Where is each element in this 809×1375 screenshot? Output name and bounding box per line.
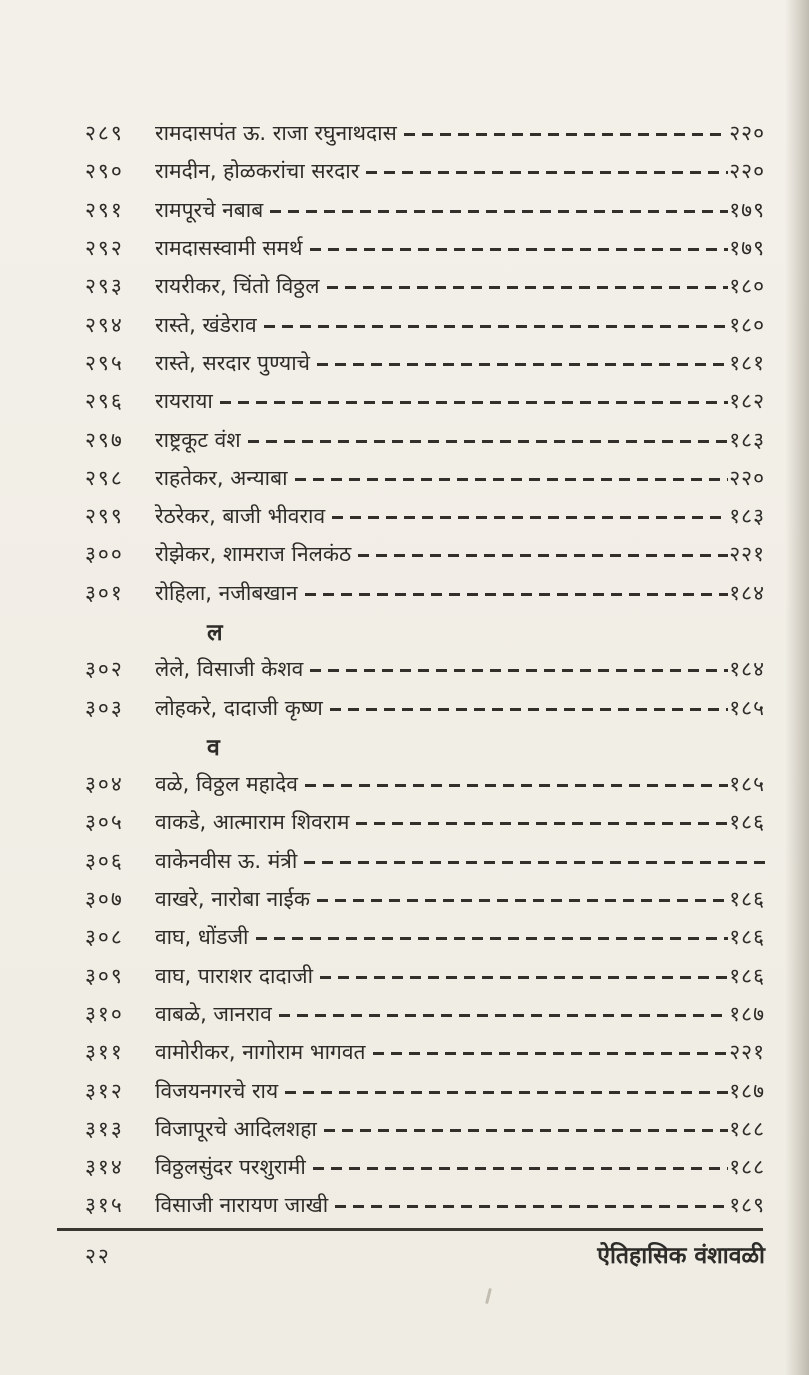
entry-name: विजापूरचे आदिलशहा: [155, 1116, 317, 1141]
entry-name: रायराया: [155, 389, 213, 414]
entry-page-ref: १८६: [729, 887, 765, 912]
entry-name: रेठरेकर, बाजी भीवराव: [155, 504, 326, 529]
entry-page-ref: १७९: [729, 236, 765, 261]
entry-name: लेले, विसाजी केशव: [155, 657, 304, 682]
entry-page-ref: १८६: [729, 925, 765, 950]
dash-leader: [264, 325, 729, 328]
entry-page-ref: १८७: [729, 1078, 765, 1103]
entry-page-ref: १८६: [729, 963, 765, 988]
dash-leader: [305, 593, 729, 596]
entry-name: वळे, विठ्ठल महादेव: [155, 772, 298, 797]
index-row: [85, 842, 765, 880]
index-row: [85, 497, 765, 535]
dash-leader: [279, 1014, 728, 1017]
dash-leader: [327, 286, 729, 289]
entry-serial-number: २९८: [85, 465, 124, 490]
dash-leader: [373, 1052, 729, 1055]
index-row: [85, 650, 765, 688]
dash-leader: [320, 976, 728, 979]
index-row: [85, 1033, 765, 1071]
entry-name: रास्ते, खंडेराव: [155, 312, 257, 337]
dash-leader: [317, 363, 728, 366]
entry-page-ref: १८५: [729, 772, 765, 797]
index-row: [85, 765, 765, 803]
entry-name: रोहिला, नजीबखान: [155, 580, 298, 605]
index-row: [85, 574, 765, 612]
footer-rule: [57, 1228, 763, 1231]
dash-leader: [330, 708, 728, 711]
entry-page-ref: १८४: [729, 580, 765, 605]
entry-serial-number: ३०२: [85, 657, 124, 682]
scan-edge-shadow: [785, 0, 809, 1375]
entry-serial-number: २९९: [85, 504, 124, 529]
entry-name: विजयनगरचे राय: [155, 1078, 279, 1103]
page-number: २२: [85, 1244, 111, 1268]
index-row: [85, 305, 765, 343]
entry-serial-number: ३१२: [85, 1078, 124, 1103]
entry-page-ref: १८५: [729, 695, 765, 720]
entry-name: वाकडे, आत्माराम शिवराम: [155, 810, 350, 835]
entry-name: रायरीकर, चिंतो विठ्ठल: [155, 274, 320, 299]
index-row: [85, 1110, 765, 1148]
entry-name: रामदासस्वामी समर्थ: [155, 236, 303, 261]
entry-page-ref: १८६: [729, 810, 765, 835]
entry-name: लोहकरे, दादाजी कृष्ण: [155, 695, 323, 720]
entry-name: रामपूरचे नबाब: [155, 197, 264, 222]
entry-serial-number: ३१४: [85, 1155, 124, 1180]
entry-page-ref: १८०: [729, 274, 765, 299]
entry-page-ref: २२१: [729, 1040, 765, 1065]
entry-page-ref: २२१: [729, 542, 765, 567]
index-row: [85, 191, 765, 229]
entry-serial-number: २९५: [85, 350, 124, 375]
entry-serial-number: २९४: [85, 312, 124, 337]
index-row: [85, 1148, 765, 1186]
entry-serial-number: ३१५: [85, 1193, 124, 1218]
index-list: [85, 114, 765, 1225]
dash-leader: [310, 248, 729, 251]
dash-leader: [335, 1205, 728, 1208]
index-row: [85, 420, 765, 458]
index-row: [85, 152, 765, 190]
index-row: [85, 803, 765, 841]
index-row: [85, 957, 765, 995]
index-row: [85, 229, 765, 267]
entry-page-ref: १८२: [729, 389, 765, 414]
entry-name: वाघ, धोंडजी: [155, 925, 249, 950]
entry-name: रामदीन, होळकरांचा सरदार: [155, 159, 360, 184]
entry-serial-number: २९२: [85, 236, 124, 261]
page-footer: [85, 1238, 765, 1270]
entry-serial-number: २९३: [85, 274, 124, 299]
entry-serial-number: ३०७: [85, 887, 124, 912]
entry-page-ref: १८३: [729, 427, 765, 452]
dash-leader: [313, 1167, 728, 1170]
section-letter: ल: [207, 620, 223, 646]
index-row: [85, 459, 765, 497]
index-row: [85, 114, 765, 152]
entry-serial-number: ३००: [85, 542, 124, 567]
entry-name: रास्ते, सरदार पुण्याचे: [155, 350, 311, 375]
index-row: [85, 344, 765, 382]
entry-serial-number: ३०६: [85, 848, 124, 873]
dash-leader: [285, 1091, 728, 1094]
entry-page-ref: १८७: [729, 1001, 765, 1026]
entry-page-ref: १८०: [729, 312, 765, 337]
entry-serial-number: ३१०: [85, 1001, 124, 1026]
dash-leader: [304, 861, 765, 864]
entry-serial-number: २९१: [85, 197, 124, 222]
dash-leader: [366, 171, 728, 174]
entry-page-ref: १८९: [729, 1193, 765, 1218]
dash-leader: [356, 822, 728, 825]
book-title: ऐतिहासिक वंशावळी: [597, 1243, 765, 1269]
entry-page-ref: १८१: [729, 350, 765, 375]
dash-leader: [295, 478, 729, 481]
entry-page-ref: २२०: [729, 465, 765, 490]
entry-serial-number: ३१३: [85, 1116, 124, 1141]
entry-name: वाबळे, जानराव: [155, 1001, 272, 1026]
index-row: [85, 1186, 765, 1224]
entry-name: वाखरे, नारोबा नाईक: [155, 887, 310, 912]
dash-leader: [310, 669, 728, 672]
entry-serial-number: २९६: [85, 389, 124, 414]
index-row: [85, 535, 765, 573]
dash-leader: [270, 210, 728, 213]
dash-leader: [324, 1129, 728, 1132]
entry-page-ref: १८८: [729, 1155, 765, 1180]
dash-leader: [220, 401, 728, 404]
entry-name: राष्ट्रकूट वंश: [155, 427, 241, 452]
entry-page-ref: २२०: [729, 121, 765, 146]
entry-name: रामदासपंत ऊ. राजा रघुनाथदास: [155, 121, 397, 146]
entry-serial-number: २९७: [85, 427, 124, 452]
entry-serial-number: ३०८: [85, 925, 124, 950]
entry-serial-number: ३११: [85, 1040, 124, 1065]
entry-name: विठ्ठलसुंदर परशुरामी: [155, 1155, 306, 1180]
entry-page-ref: १८३: [729, 504, 765, 529]
entry-serial-number: २८९: [85, 121, 124, 146]
entry-serial-number: २९०: [85, 159, 124, 184]
entry-page-ref: १८४: [729, 657, 765, 682]
entry-name: राहतेकर, अन्याबा: [155, 465, 288, 490]
index-row: [85, 918, 765, 956]
dash-leader: [256, 937, 729, 940]
stray-mark: [485, 1288, 492, 1304]
entry-name: वाघ, पाराशर दादाजी: [155, 963, 314, 988]
entry-page-ref: १७९: [729, 197, 765, 222]
dash-leader: [332, 516, 728, 519]
dash-leader: [317, 899, 728, 902]
index-row: [85, 1071, 765, 1109]
index-row: [85, 880, 765, 918]
dash-leader: [358, 554, 728, 557]
entry-page-ref: २२०: [729, 159, 765, 184]
index-row: [85, 995, 765, 1033]
dash-leader: [404, 133, 728, 136]
index-row: [85, 267, 765, 305]
section-letter: व: [207, 734, 220, 761]
entry-name: रोझेकर, शामराज निलकंठ: [155, 542, 352, 567]
dash-leader: [305, 784, 728, 787]
entry-serial-number: ३०१: [85, 580, 124, 605]
entry-serial-number: ३०९: [85, 963, 124, 988]
entry-name: वाकेनवीस ऊ. मंत्री: [155, 848, 298, 873]
index-row: [85, 382, 765, 420]
entry-serial-number: ३०४: [85, 772, 124, 797]
entry-name: वामोरीकर, नागोराम भागवत: [155, 1040, 366, 1065]
entry-serial-number: ३०५: [85, 810, 124, 835]
entry-page-ref: १८८: [729, 1116, 765, 1141]
index-row: [85, 688, 765, 726]
entry-serial-number: ३०३: [85, 695, 124, 720]
dash-leader: [248, 440, 729, 443]
entry-name: विसाजी नारायण जाखी: [155, 1193, 329, 1218]
